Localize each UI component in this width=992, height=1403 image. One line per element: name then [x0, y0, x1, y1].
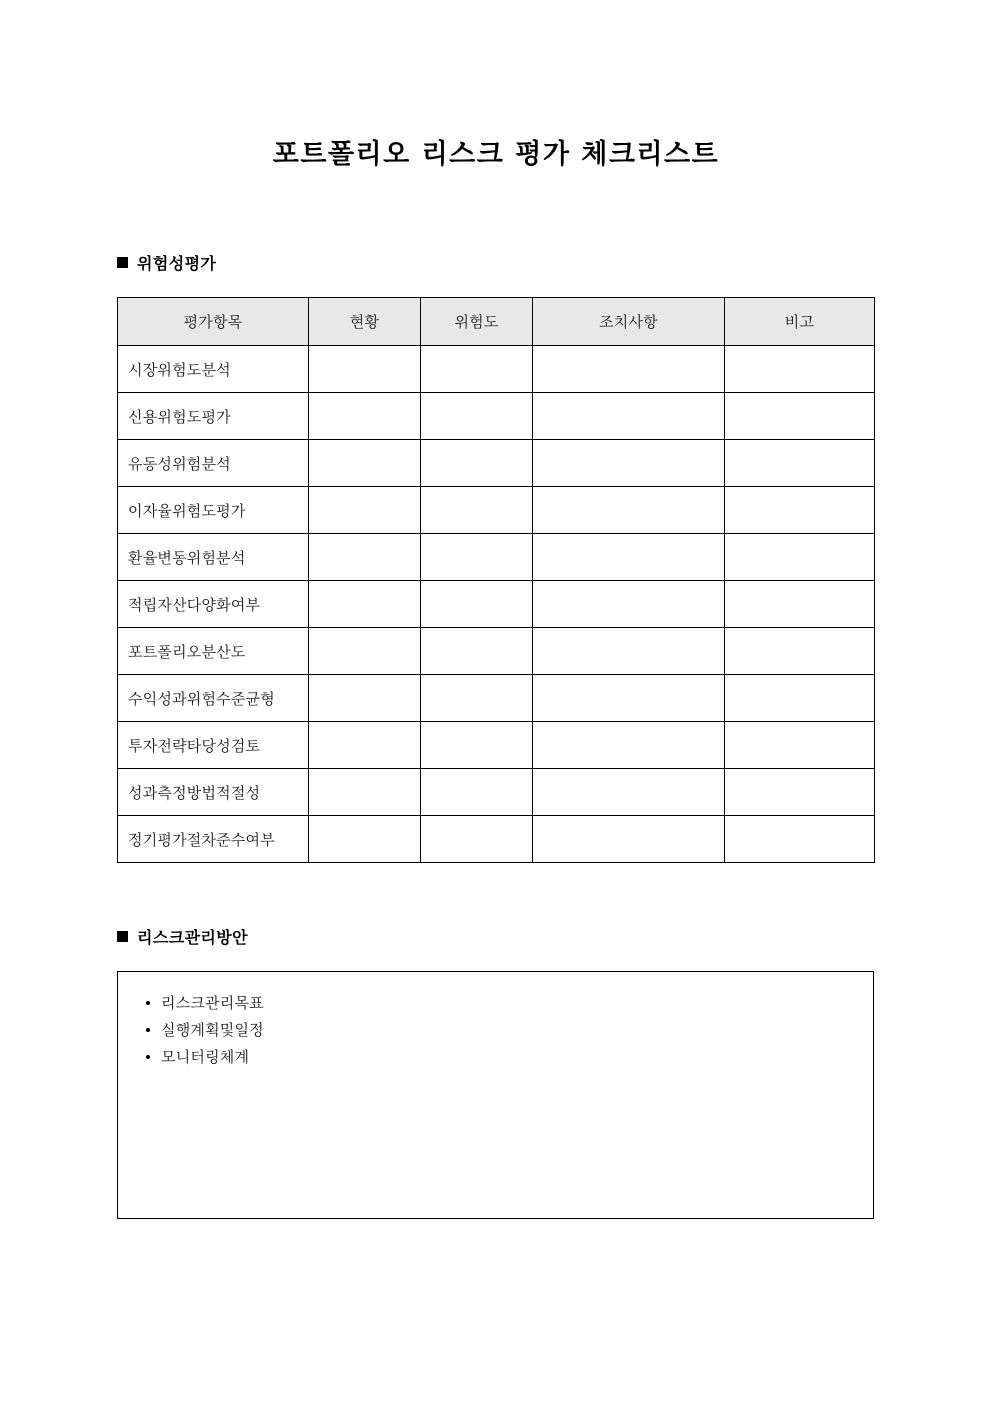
filled-square-marker-icon — [117, 257, 128, 268]
assessment-status-cell[interactable] — [309, 769, 421, 816]
section-assessment — [117, 251, 875, 863]
table-row — [118, 487, 875, 534]
assessment-item-cell: 시장위험도분석 — [118, 346, 309, 393]
assessment-note-cell[interactable] — [725, 722, 875, 769]
assessment-item-cell: 정기평가절차준수여부 — [118, 816, 309, 863]
assessment-note-cell[interactable] — [725, 628, 875, 675]
assessment-status-cell[interactable] — [309, 346, 421, 393]
assessment-action-cell[interactable] — [533, 816, 725, 863]
table-row — [118, 816, 875, 863]
bullet-icon — [146, 1001, 150, 1005]
assessment-item-cell: 신용위험도평가 — [118, 393, 309, 440]
assessment-note-cell[interactable] — [725, 675, 875, 722]
list-item — [118, 990, 873, 1017]
assessment-item-cell: 유동성위험분석 — [118, 440, 309, 487]
assessment-action-cell[interactable] — [533, 675, 725, 722]
column-header-status: 현황 — [309, 298, 421, 346]
page-title: 포트폴리오 리스크 평가 체크리스트 — [272, 139, 720, 170]
assessment-action-cell[interactable] — [533, 581, 725, 628]
column-header-item: 평가항목 — [118, 298, 309, 346]
assessment-status-cell[interactable] — [309, 581, 421, 628]
assessment-risk-cell[interactable] — [421, 628, 533, 675]
assessment-item-cell: 성과측정방법적절성 — [118, 769, 309, 816]
assessment-status-cell[interactable] — [309, 816, 421, 863]
assessment-item-cell: 적립자산다양화여부 — [118, 581, 309, 628]
table-row — [118, 581, 875, 628]
assessment-note-cell[interactable] — [725, 769, 875, 816]
table-row — [118, 769, 875, 816]
section-plan — [117, 925, 874, 1219]
section-plan-heading — [117, 925, 874, 948]
assessment-risk-cell[interactable] — [421, 393, 533, 440]
filled-square-marker-icon — [117, 931, 128, 942]
list-item — [118, 1017, 873, 1044]
list-item-label: 리스크관리목표 — [161, 994, 264, 1012]
assessment-action-cell[interactable] — [533, 346, 725, 393]
assessment-note-cell[interactable] — [725, 816, 875, 863]
assessment-item-cell: 투자전략타당성검토 — [118, 722, 309, 769]
column-header-risk: 위험도 — [421, 298, 533, 346]
assessment-note-cell[interactable] — [725, 581, 875, 628]
assessment-item-cell: 수익성과위험수준균형 — [118, 675, 309, 722]
assessment-action-cell[interactable] — [533, 628, 725, 675]
assessment-risk-cell[interactable] — [421, 440, 533, 487]
section-assessment-heading — [117, 251, 875, 274]
assessment-risk-cell[interactable] — [421, 816, 533, 863]
assessment-status-cell[interactable] — [309, 675, 421, 722]
assessment-status-cell[interactable] — [309, 440, 421, 487]
bullet-icon — [146, 1028, 150, 1032]
assessment-status-cell[interactable] — [309, 722, 421, 769]
assessment-risk-cell[interactable] — [421, 581, 533, 628]
assessment-action-cell[interactable] — [533, 487, 725, 534]
table-row — [118, 628, 875, 675]
plan-content-box — [117, 971, 874, 1219]
column-header-note: 비고 — [725, 298, 875, 346]
risk-assessment-table — [117, 297, 875, 863]
plan-list — [118, 990, 873, 1071]
table-row — [118, 393, 875, 440]
assessment-note-cell[interactable] — [725, 534, 875, 581]
table-header-row — [118, 298, 875, 346]
section-assessment-heading-label: 위험성평가 — [137, 254, 217, 273]
assessment-action-cell[interactable] — [533, 440, 725, 487]
assessment-risk-cell[interactable] — [421, 487, 533, 534]
column-header-action: 조치사항 — [533, 298, 725, 346]
assessment-note-cell[interactable] — [725, 346, 875, 393]
list-item-label: 모니터링체계 — [161, 1048, 250, 1066]
assessment-risk-cell[interactable] — [421, 722, 533, 769]
table-row — [118, 722, 875, 769]
assessment-note-cell[interactable] — [725, 393, 875, 440]
assessment-item-cell: 환율변동위험분석 — [118, 534, 309, 581]
assessment-item-cell: 이자율위험도평가 — [118, 487, 309, 534]
assessment-status-cell[interactable] — [309, 628, 421, 675]
list-item — [118, 1044, 873, 1071]
assessment-risk-cell[interactable] — [421, 346, 533, 393]
assessment-status-cell[interactable] — [309, 487, 421, 534]
table-row — [118, 534, 875, 581]
table-row — [118, 346, 875, 393]
assessment-status-cell[interactable] — [309, 534, 421, 581]
assessment-risk-cell[interactable] — [421, 675, 533, 722]
assessment-action-cell[interactable] — [533, 722, 725, 769]
list-item-label: 실행계획및일정 — [161, 1021, 264, 1039]
section-plan-heading-label: 리스크관리방안 — [137, 928, 248, 947]
assessment-action-cell[interactable] — [533, 769, 725, 816]
assessment-action-cell[interactable] — [533, 534, 725, 581]
bullet-icon — [146, 1055, 150, 1059]
assessment-note-cell[interactable] — [725, 487, 875, 534]
assessment-note-cell[interactable] — [725, 440, 875, 487]
assessment-item-cell: 포트폴리오분산도 — [118, 628, 309, 675]
table-row — [118, 440, 875, 487]
table-row — [118, 675, 875, 722]
assessment-status-cell[interactable] — [309, 393, 421, 440]
assessment-risk-cell[interactable] — [421, 534, 533, 581]
assessment-action-cell[interactable] — [533, 393, 725, 440]
assessment-risk-cell[interactable] — [421, 769, 533, 816]
